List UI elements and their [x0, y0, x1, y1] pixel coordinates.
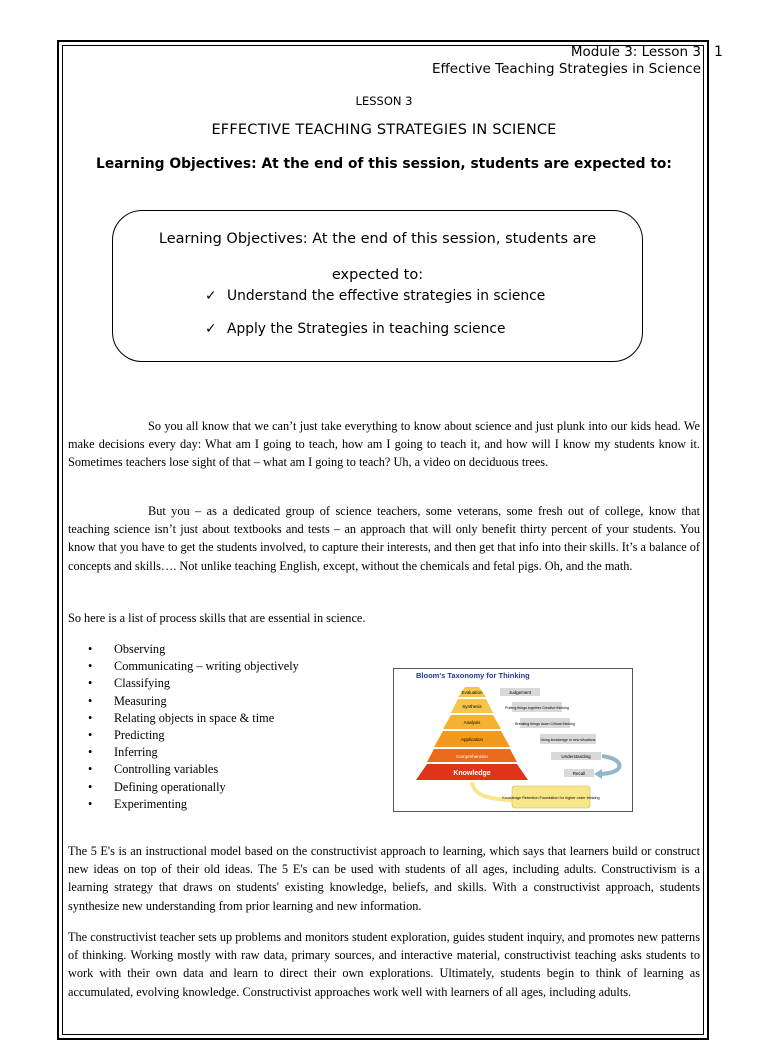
header-module: Module 3: Lesson 3	[570, 44, 701, 60]
level-label: Knowledge	[453, 770, 491, 777]
note-text: Breaking things down Critical thinking	[515, 722, 575, 726]
check-icon: ✓	[205, 321, 217, 337]
skills-list	[88, 641, 299, 813]
objectives-box	[112, 210, 643, 362]
level-label: Comprehension	[456, 754, 488, 759]
list-item: • Predicting	[88, 727, 299, 744]
bloom-taxonomy-svg	[394, 669, 632, 811]
lesson-label: LESSON 3	[355, 94, 413, 108]
list-item: • Relating objects in space & time	[88, 710, 299, 727]
list-item: • Observing	[88, 641, 299, 658]
objectives-box-title	[113, 221, 642, 293]
bloom-title: Bloom's Taxonomy for Thinking	[416, 671, 530, 680]
paragraph-constructivist: The constructivist teacher sets up problems and monitors student exploration, guides student inquiry, and promotes new patterns of thinking. Working mostly with raw data, primary sources, and interactive material, constructivist teaching asks students to work with their own data and learn to direct their own explorations. Ultimately, students begin to think of learning as accumulated, evolving knowledge. Constructivist approaches work well with learners of all ages, including adults.	[68, 930, 700, 999]
level-label: Synthesis	[462, 704, 482, 709]
header-title: Effective Teaching Strategies in Science	[431, 61, 701, 77]
bloom-taxonomy-figure	[393, 668, 633, 812]
list-item: • Classifying	[88, 675, 299, 692]
level-label: Application	[460, 737, 484, 742]
note-text: Understanding	[561, 754, 591, 759]
paragraph-5es: The 5 E's is an instructional model based on the constructivist approach to learning, which says that learners build or construct new ideas on top of their old ideas. The 5 E's can be used with students of all ages, including adults. Constructivism is a learning strategy that draws on students' existing knowledge, beliefs, and skills. With a constructivist approach, students synthesize new understanding from prior learning and new information.	[68, 844, 700, 913]
list-item: • Inferring	[88, 744, 299, 761]
paragraph-intro: So you all know that we can’t just take everything to know about science and just plunk into our kids head. We make decisions every day: What am I going to teach, how am I going to teach it, and how will I know my students know it. Sometimes teachers lose sight of that – what am I going to teach? Uh, a video on deciduous trees.	[68, 419, 700, 470]
list-item: • Experimenting	[88, 796, 299, 813]
lesson-title: EFFECTIVE TEACHING STRATEGIES IN SCIENCE	[211, 122, 557, 138]
list-item: • Controlling variables	[88, 761, 299, 778]
page-number: 1	[714, 44, 723, 60]
list-item: • Measuring	[88, 693, 299, 710]
note-text: Using knowledge in new situations	[540, 738, 596, 742]
check-icon: ✓	[205, 288, 217, 304]
callout-text: Knowledge Retention Foundation for higher order thinking	[502, 796, 600, 800]
list-item: • Defining operationally	[88, 779, 299, 796]
note-text: Putting things together Creative thinking	[505, 706, 569, 710]
page-header	[432, 44, 701, 78]
level-label: Evaluation	[461, 690, 483, 695]
arrow-head-icon	[594, 769, 602, 779]
note-text: Judgement	[508, 690, 532, 695]
objectives-heading: Learning Objectives: At the end of this session, students are expected to:	[96, 156, 672, 172]
note-text: Recall	[572, 771, 586, 776]
objective-item-text: Apply the Strategies in teaching science	[227, 321, 506, 337]
list-item: • Communicating – writing objectively	[88, 658, 299, 675]
level-label: Analysis	[463, 720, 481, 725]
objectives-box-title-line1: Learning Objectives: At the end of this session, students are	[158, 231, 597, 247]
paragraph-teachers: But you – as a dedicated group of science teachers, some veterans, some fresh out of college, know that teaching science isn’t just about textbooks and tests – an approach that will only benefit thirty percent of your students. You know that you have to get the students involved, to capture their interests, and then get that info into their skills. It’s a balance of concepts and skills…. Not unlike teaching English, except, without the chemicals and fetal pigs. Oh, and the math.	[68, 504, 700, 573]
objective-item	[205, 321, 506, 337]
paragraph-skills-intro: So here is a list of process skills that are essential in science.	[68, 611, 366, 625]
objectives-box-title-line2: expected to:	[331, 267, 424, 283]
objective-item	[205, 288, 545, 304]
objective-item-text: Understand the effective strategies in science	[227, 288, 546, 304]
